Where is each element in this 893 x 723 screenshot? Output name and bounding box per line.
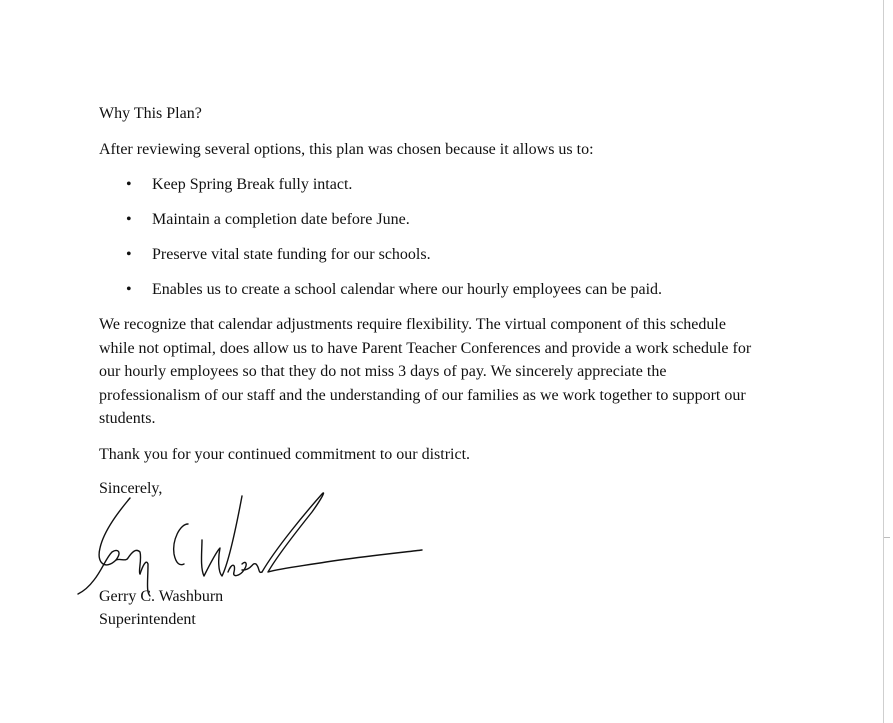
page-edge-tick [884, 537, 890, 538]
bullet-marker: • [126, 281, 132, 298]
signer-name: Gerry C. Washburn [99, 587, 224, 605]
list-item [99, 173, 759, 197]
page-edge-line [883, 0, 884, 723]
thank-you-line: Thank you for your continued commitment to our district. [99, 445, 471, 463]
reasons-list [99, 173, 759, 302]
list-item [99, 278, 759, 302]
closing-salutation: Sincerely, [99, 480, 163, 497]
signer-title: Superintendent [99, 611, 196, 628]
bullet-marker: • [126, 176, 132, 193]
explanation-paragraph: We recognize that calendar adjustments require flexibility. The virtual component of this schedule while not optimal, does allow us to have Parent Teacher Conferences and provide a work schedule for our hourly employees so that they do not miss 3 days of pay. We sincerely appreciate the professionalism of our staff and the understanding of our families as we work together to support our students. [99, 316, 752, 427]
intro-sentence: After reviewing several options, this plan was chosen because it allows us to: [99, 140, 594, 158]
list-item-text: Keep Spring Break fully intact. [152, 176, 353, 193]
list-item-text: Preserve vital state funding for our schools. [152, 246, 431, 263]
list-item-text: Enables us to create a school calendar where our hourly employees can be paid. [152, 281, 663, 298]
list-item [99, 243, 759, 267]
list-item [99, 208, 759, 232]
list-item-text: Maintain a completion date before June. [152, 211, 410, 228]
section-heading: Why This Plan? [99, 105, 202, 122]
bullet-marker: • [126, 211, 132, 228]
handwritten-signature [76, 488, 436, 600]
bullet-marker: • [126, 246, 132, 263]
